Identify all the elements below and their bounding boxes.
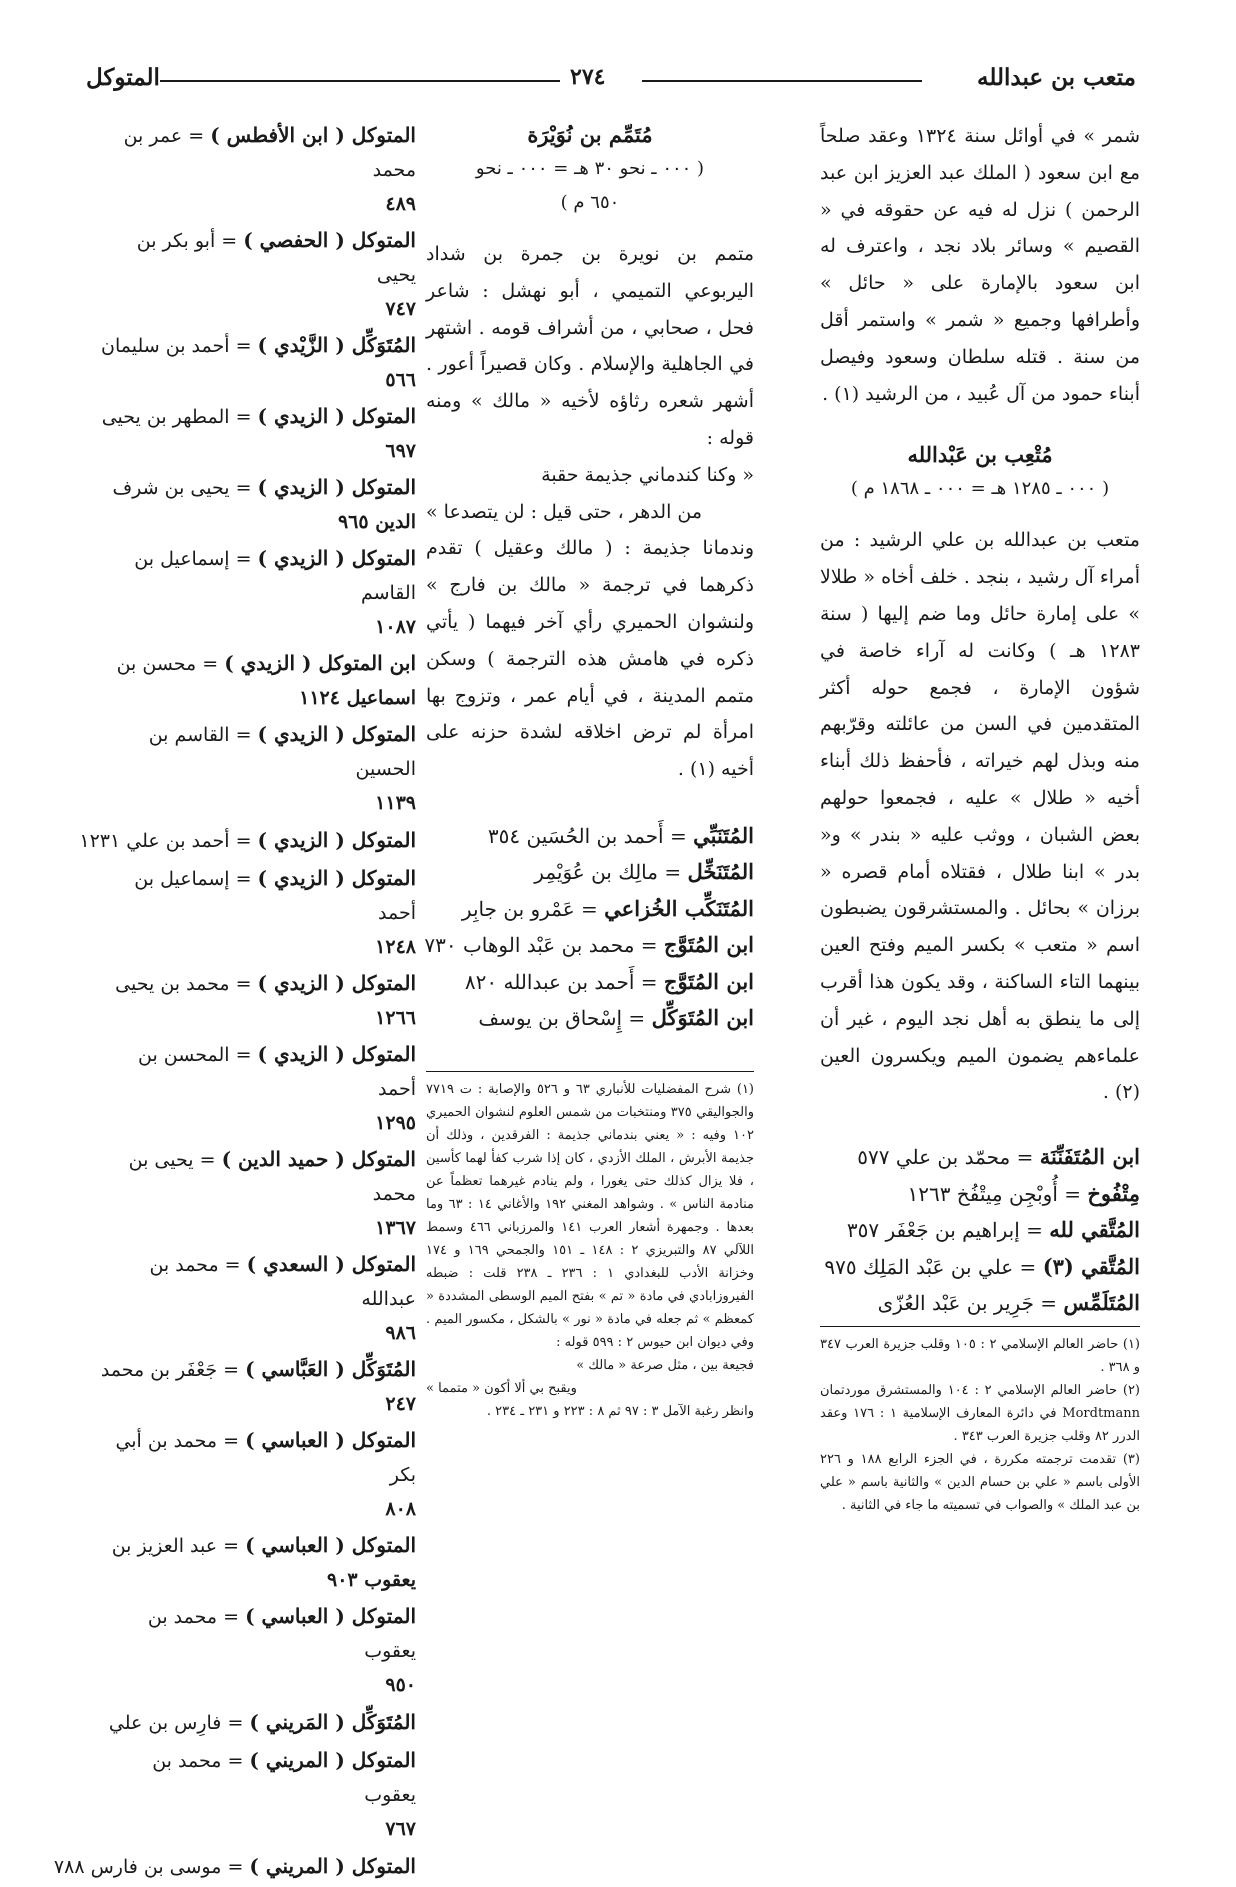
verse-line-1: « وكنا كندماني جذيمة حقبة <box>541 463 754 486</box>
entry-dates-line-2: ٦٥٠ م ) <box>560 192 620 213</box>
entry-target: أبو بكر بن يحيى <box>136 230 416 286</box>
entry-page: ٨٠٨ <box>385 1498 416 1520</box>
cross-reference: المُتَّقي لله = إبراهيم بن جَعْفَر ٣٥٧ <box>846 1217 1140 1243</box>
entry-target: محمد بن يعقوب <box>147 1606 416 1662</box>
entry-name: المتوكل ( المريني ) <box>249 1854 416 1878</box>
ref-name: مِتْفُوخ <box>1087 1180 1140 1206</box>
entry-body-continued: وندمانا جذيمة : ( مالك وعقيل ) تقدم ذكرهما في ترجمة « مالك بن فارج » ولنشوان الحميري رأي آخر فيهما ( يأتي ذكره في هامش هذه الترجمة ) وسكن متمم المدينة ، في أيام عمر ، وتزوج بها امرأة لم ترض اخلاقه لشدة حزنه على أخيه (١) . <box>426 537 754 781</box>
entry-page: ٦٩٧ <box>385 440 416 462</box>
index-entry: المتوكل ( حميد الدين ) = يحيى بن محمد ١٣٦٧ <box>100 1142 416 1245</box>
cross-reference: المُتَّقي (٣) = علي بن عَبْد المَلِك ٩٧٥ <box>824 1253 1140 1279</box>
index-entry: المتوكل ( ابن الأفطس ) = عمر بن محمد ٤٨٩ <box>100 118 416 221</box>
ref-name: المُتَّقي لله <box>1049 1217 1140 1243</box>
entry-page: ١٢٤٨ <box>375 936 416 958</box>
entry-target: جَعْفَر بن محمد <box>100 1359 218 1381</box>
footnote: (٢) حاضر العالم الإسلامي ٢ : ١٠٤ والمستشرق موردتمان Mordtmann في دائرة المعارف الإسلامية ١ : ١٧٦ وعقد الدرر ٨٢ وقلب جزيرة العرب ٣٤٣ . <box>820 1382 1140 1444</box>
entry-page: يعقوب ٩٠٣ <box>326 1569 416 1591</box>
entry-page: الدين ٩٦٥ <box>337 511 416 533</box>
entry-target: إسماعيل بن أحمد <box>134 868 416 924</box>
index-entry: المتوكل ( الزيدي ) = إسماعيل بن القاسم ١٠٨٧ <box>100 541 416 644</box>
footnotes <box>426 1078 754 1423</box>
ref-name: ابن المُتَوَكِّل <box>651 1005 754 1031</box>
ref-target: محمّد بن علي ٥٧٧ <box>857 1145 1011 1170</box>
entry-name: المُتَوَكِّل ( الزَّيْدي ) <box>257 333 416 357</box>
index-entry: المُتَوَكِّل ( الزَّيْدي ) = أحمد بن سليمان ٥٦٦ <box>100 328 416 397</box>
entry-name: المتوكل ( المريني ) <box>249 1748 416 1772</box>
entry-name: المتوكل ( الزيدي ) <box>257 1042 416 1066</box>
index-entry: المتوكل ( الزيدي ) = القاسم بن الحسين ١١٣٩ <box>100 717 416 820</box>
ref-name: ابن المُتَفَنِّنَة <box>1039 1144 1140 1170</box>
index-entry: المتوكل ( الحفصي ) = أبو بكر بن يحيى ٧٤٧ <box>100 223 416 326</box>
index-entry: المتوكل ( الزيدي ) = إسماعيل بن أحمد ١٢٤٨ <box>100 861 416 964</box>
verse-line-2: من الدهر ، حتى قيل : لن يتصدعا » <box>426 500 703 523</box>
header-rule-left <box>160 80 560 82</box>
ref-target: محمد بن عَبْد الوهاب ٧٣٠ <box>424 933 635 958</box>
footnote: (١) حاضر العالم الإسلامي ٢ : ١٠٥ وقلب جزيرة العرب ٣٤٧ و ٣٦٨ . <box>820 1336 1140 1375</box>
index-entry: المتوكل ( العباسي ) = محمد بن أبي بكر ٨٠٨ <box>100 1423 416 1526</box>
entry-body: متمم بن نويرة بن جمرة بن شداد اليربوعي التميمي ، أبو نهشل : شاعر فحل ، صحابي ، من أشراف قومه . اشتهر في الجاهلية والإسلام . وكان قصيراً أعور . أشهر شعره رثاؤه لأخيه « مالك » ومنه قوله : <box>426 243 754 449</box>
entry-target: عمر بن محمد <box>123 125 416 181</box>
entry-page: ١٣٦٧ <box>375 1217 416 1239</box>
index-entry: المتوكل ( الزيدي ) = المطهر بن يحيى ٦٩٧ <box>100 399 416 468</box>
entry-target: أحمد بن علي ١٢٣١ <box>79 830 230 852</box>
page-number: ٢٧٤ <box>570 64 606 90</box>
cross-reference: المُتَلَمِّس = جَرِير بن عَبْد العُزّى <box>877 1290 1140 1316</box>
entry-page: ١٠٨٧ <box>375 616 416 638</box>
entry-name: المتوكل ( الزيدي ) <box>257 404 416 428</box>
cross-reference: المُتَنَبِّي = أَحمد بن الحُسَين ٣٥٤ <box>487 822 754 848</box>
entry-target: إسماعيل بن القاسم <box>134 548 416 604</box>
footnote: (٣) تقدمت ترجمته مكررة ، في الجزء الرابع ١٨٨ و ٢٢٦ الأولى باسم « علي بن حسام الدين » والثانية باسم « علي بن عبد الملك » والصواب في تسميته ما جاء في الثانية . <box>820 1451 1140 1513</box>
header-rule-right <box>642 80 922 82</box>
entry-title: مُتْعِب بن عَبْدالله <box>907 442 1053 468</box>
ref-name: ابن المُتَوَّج <box>663 932 754 958</box>
entry-name: المتوكل ( الزيدي ) <box>257 475 416 499</box>
ref-name: المُتَنَخِّل <box>687 859 754 885</box>
entry-target: موسى بن فارس ٧٨٨ <box>53 1856 222 1878</box>
running-header-right: متعب بن عبدالله <box>977 64 1136 91</box>
entry-page: ١٢٩٥ <box>375 1112 416 1134</box>
ref-target: أَحمد بن الحُسَين ٣٥٤ <box>487 823 664 848</box>
cross-reference: ابن المُتَفَنِّنَة = محمّد بن علي ٥٧٧ <box>857 1144 1140 1170</box>
footnote-verse-2: ويقبح بي ألا أكون « متمما » <box>426 1380 577 1396</box>
footnote: وانظر رغبة الآمل ٣ : ٩٧ ثم ٨ : ٢٢٣ و ٢٣١ ـ ٢٣٤ . <box>486 1403 754 1419</box>
ref-target: عَمْرو بن جابِر <box>461 896 575 921</box>
entry-page: ٤٨٩ <box>385 193 416 215</box>
footnote: (١) شرح المفضليات للأنباري ٦٣ و ٥٢٦ والإصابة : ت ٧٧١٩ والجواليقي ٣٧٥ ومنتخبات من شمس العلوم لنشوان الحميري ١٠٢ وفيه : « يعني بندماني جذيمة : الفرقدين ، وذلك أن جذيمة الأبرش ، الملك الأزدي ، كان إذا شرب كفأ لهما كأسين ، فلا يزال كذلك حتى يغورا ، ولم ينادم غيرهما تعظماً عن منادمة الناس » . وشواهد المغني ١٩٢ والأغاني ١٤ : ٦٣ وما بعدها . وجمهرة أشعار العرب ١٤١ والمرزباني ٤٦٦ وسمط اللآلي ٨٧ والتبريزي ٢ : ١٤٨ ـ ١٥١ والجمحي ١٦٩ و ١٧٤ وخزانة الأدب للبغدادي ١ : ٢٣٦ ـ ٢٣٨ قلت : ضبطه الفيروزابادي في مادة « تم » بفتح الميم الوسطى المشددة « كمعظم » ثم جعله في مادة « نور » بالشكل ، مكسور الميم . وفي ديوان ابن حيوس ٢ : ٥٩٩ قوله : <box>426 1081 755 1350</box>
index-entry: المتوكل ( الزيدي ) = المحسن بن أحمد ١٢٩٥ <box>100 1037 416 1140</box>
index-entry: المتوكل ( العباسي ) = عبد العزيز بن يعقوب ٩٠٣ <box>100 1528 416 1597</box>
ref-name: المُتَلَمِّس <box>1063 1290 1140 1316</box>
index-entry: المُتَوَكِّل ( المَريني ) = فارِس بن علي <box>108 1710 416 1734</box>
index-entry: ابن المتوكل ( الزيدي ) = محسن بن اسماعيل ١١٢٤ <box>100 646 416 715</box>
footnote-separator <box>820 1326 1140 1327</box>
entry-target: محمد بن يعقوب <box>152 1750 416 1806</box>
footnote-separator <box>426 1071 754 1072</box>
entry-target: المطهر بن يحيى <box>101 406 230 428</box>
entry-name: ابن المتوكل ( الزيدي ) <box>224 651 416 675</box>
entry-target: محمد بن يحيى <box>115 973 230 995</box>
cross-reference: ابن المُتَوَكِّل = إِسْحاق بن يوسف <box>478 1005 754 1031</box>
running-header-left: المتوكل <box>86 64 160 91</box>
footnotes <box>820 1333 1140 1517</box>
cross-reference-list <box>426 818 754 1037</box>
entry-dates: ( ٠٠٠ ـ ١٢٨٥ هـ = ٠٠٠ ـ ١٨٦٨ م ) <box>850 478 1110 500</box>
entry-target: فارِس بن علي <box>108 1712 222 1734</box>
entry-target: محمد بن عبدالله <box>149 1254 416 1310</box>
entry-name: المتوكل ( السعدي ) <box>246 1252 416 1276</box>
entry-page: اسماعيل ١١٢٤ <box>299 687 416 709</box>
index-entry: المتوكل ( المريني ) = موسى بن فارس ٧٨٨ <box>53 1854 416 1878</box>
entry-name: المتوكل ( الحفصي ) <box>243 228 416 252</box>
entry-name: المتوكل ( الزيدي ) <box>257 546 416 570</box>
cross-reference-list <box>820 1139 1140 1322</box>
index-entry: المُتَوَكِّل ( العَبَّاسي ) = جَعْفَر بن محمد ٢٤٧ <box>100 1352 416 1421</box>
ref-target: علي بن عَبْد المَلِك ٩٧٥ <box>824 1254 1014 1279</box>
ref-target: إبراهيم بن جَعْفَر ٣٥٧ <box>846 1218 1020 1243</box>
entry-target: أحمد بن سليمان <box>101 335 230 357</box>
entry-target: عبد العزيز بن <box>111 1535 218 1557</box>
cross-reference: مِتْفُوخ = أُوبْجِن مِيتْفُخ ١٢٦٣ <box>907 1180 1140 1206</box>
index-entry: المتوكل ( الزيدي ) = يحيى بن شرف الدين ٩٦٥ <box>100 470 416 539</box>
entry-name: المتوكل ( ابن الأفطس ) <box>210 123 416 147</box>
entry-target: محمد بن أبي بكر <box>115 1430 416 1486</box>
entry-target: يحيى بن محمد <box>128 1149 416 1205</box>
entry-name: المتوكل ( الزيدي ) <box>257 828 416 852</box>
cross-reference: ابن المُتَوَّج = محمد بن عَبْد الوهاب ٧٣٠ <box>424 932 754 958</box>
entry-target: القاسم بن الحسين <box>148 724 416 780</box>
entry-page: ٧٤٧ <box>385 298 416 320</box>
index-entry: المتوكل ( الزيدي ) = أحمد بن علي ١٢٣١ <box>79 828 416 852</box>
index-entry: المتوكل ( العباسي ) = محمد بن يعقوب ٩٥٠ <box>100 1599 416 1702</box>
entry-body: متعب بن عبدالله بن علي الرشيد : من أمراء آل رشيد ، بنجد . خلف أخاه « طلالا » على إمارة حائل وما ضم إليها ( سنة ١٢٨٣ هـ ) وكانت له آراء خاصة في شؤون الإمارة ، فجمع حوله أكثر المتقدمين في السن من عائلته وقرّبهم منه وبذل لهم خيراته ، فأحفظ ذلك أبناء أخيه « طلال » عليه ، فجمعوا حولهم بعض الشبان ، ووثب عليه « بندر » و« بدر » ابنا طلال ، فقتلاه أمام قصره « برزان » بحائل . والمستشرقون يضبطون اسم « متعب » بكسر الميم وفتح العين بينهما التاء الساكنة ، وقد يكون هذا أقرب إلى ما ينطق به أهل نجد اليوم ، غير أن علماءهم يضمون الميم ويكسرون العين (٢) . <box>820 529 1140 1104</box>
entry-name: المتوكل ( الزيدي ) <box>257 866 416 890</box>
entry-name: المتوكل ( العباسي ) <box>245 1533 416 1557</box>
cross-reference: المُتَنَكِّب الخُزاعي = عَمْرو بن جابِر <box>461 895 754 921</box>
entry-name: المتوكل ( حميد الدين ) <box>221 1147 416 1171</box>
entry-name: المتوكل ( العباسي ) <box>245 1428 416 1452</box>
paragraph-continued: شمر » في أوائل سنة ١٣٢٤ وعقد صلحاً مع ابن سعود ( الملك عبد العزيز ابن عبد الرحمن ) نزل له فيه عن حقوقه في « القصيم » وسائر بلاد نجد ، واعترف له ابن سعود بالإمارة على « حائل » وأطرافها وجميع « شمر » واستمر أقل من سنة . قتله سلطان وسعود وفيصل أبناء حمود من آل عُبيد ، من الرشيد (١) . <box>820 125 1140 405</box>
index-entry: المتوكل ( المريني ) = محمد بن يعقوب ٧٦٧ <box>100 1743 416 1846</box>
ref-name: المُتَنَبِّي <box>693 822 754 848</box>
ref-target: مالِك بن عُوَيْمِر <box>534 860 658 885</box>
right-column <box>820 118 1140 1517</box>
entry-page: ١٢٦٦ <box>375 1007 416 1029</box>
left-column <box>53 118 416 1887</box>
entry-page: ٩٨٦ <box>385 1322 416 1344</box>
ref-name: المُتَّقي (٣) <box>1042 1253 1140 1279</box>
footnote-verse-1: فجيعة بين ، مثل صرعة « مالك » <box>576 1357 754 1373</box>
ref-target: أُوبْجِن مِيتْفُخ ١٢٦٣ <box>907 1181 1058 1206</box>
entry-target: محسن بن <box>116 653 197 675</box>
entry-page: ٥٦٦ <box>385 369 416 391</box>
ref-name: ابن المُتَوَّج <box>663 968 754 994</box>
entry-name: المُتَوَكِّل ( العَبَّاسي ) <box>245 1357 416 1381</box>
entry-name: المتوكل ( الزيدي ) <box>257 971 416 995</box>
entry-page: ٧٦٧ <box>385 1818 416 1840</box>
ref-target: إِسْحاق بن يوسف <box>478 1006 623 1031</box>
entry-target: يحيى بن شرف <box>112 477 230 499</box>
ref-target: جَرِير بن عَبْد العُزّى <box>877 1291 1034 1316</box>
ref-target: أَحمد بن عبدالله ٨٢٠ <box>464 969 635 994</box>
entry-page: ٩٥٠ <box>385 1674 416 1696</box>
cross-reference: المُتَنَخِّل = مالِك بن عُوَيْمِر <box>534 859 754 885</box>
entry-page: ٢٤٧ <box>385 1393 416 1415</box>
entry-target: المحسن بن أحمد <box>138 1044 416 1100</box>
entry-name: المُتَوَكِّل ( المَريني ) <box>249 1710 416 1734</box>
index-entry: المتوكل ( السعدي ) = محمد بن عبدالله ٩٨٦ <box>100 1247 416 1350</box>
entry-name: المتوكل ( العباسي ) <box>245 1604 416 1628</box>
ref-name: المُتَنَكِّب الخُزاعي <box>604 895 754 921</box>
entry-page: ١١٣٩ <box>375 792 416 814</box>
index-entry: المتوكل ( الزيدي ) = محمد بن يحيى ١٢٦٦ <box>100 966 416 1035</box>
cross-reference: ابن المُتَوَّج = أَحمد بن عبدالله ٨٢٠ <box>464 968 754 994</box>
middle-column <box>426 118 754 1423</box>
entry-name: المتوكل ( الزيدي ) <box>257 722 416 746</box>
entry-dates-line-1: ( ٠٠٠ ـ نحو ٣٠ هـ = ٠٠٠ ـ نحو <box>475 158 705 179</box>
entry-title: مُتَمِّم بن نُوَيْرَة <box>527 122 653 147</box>
